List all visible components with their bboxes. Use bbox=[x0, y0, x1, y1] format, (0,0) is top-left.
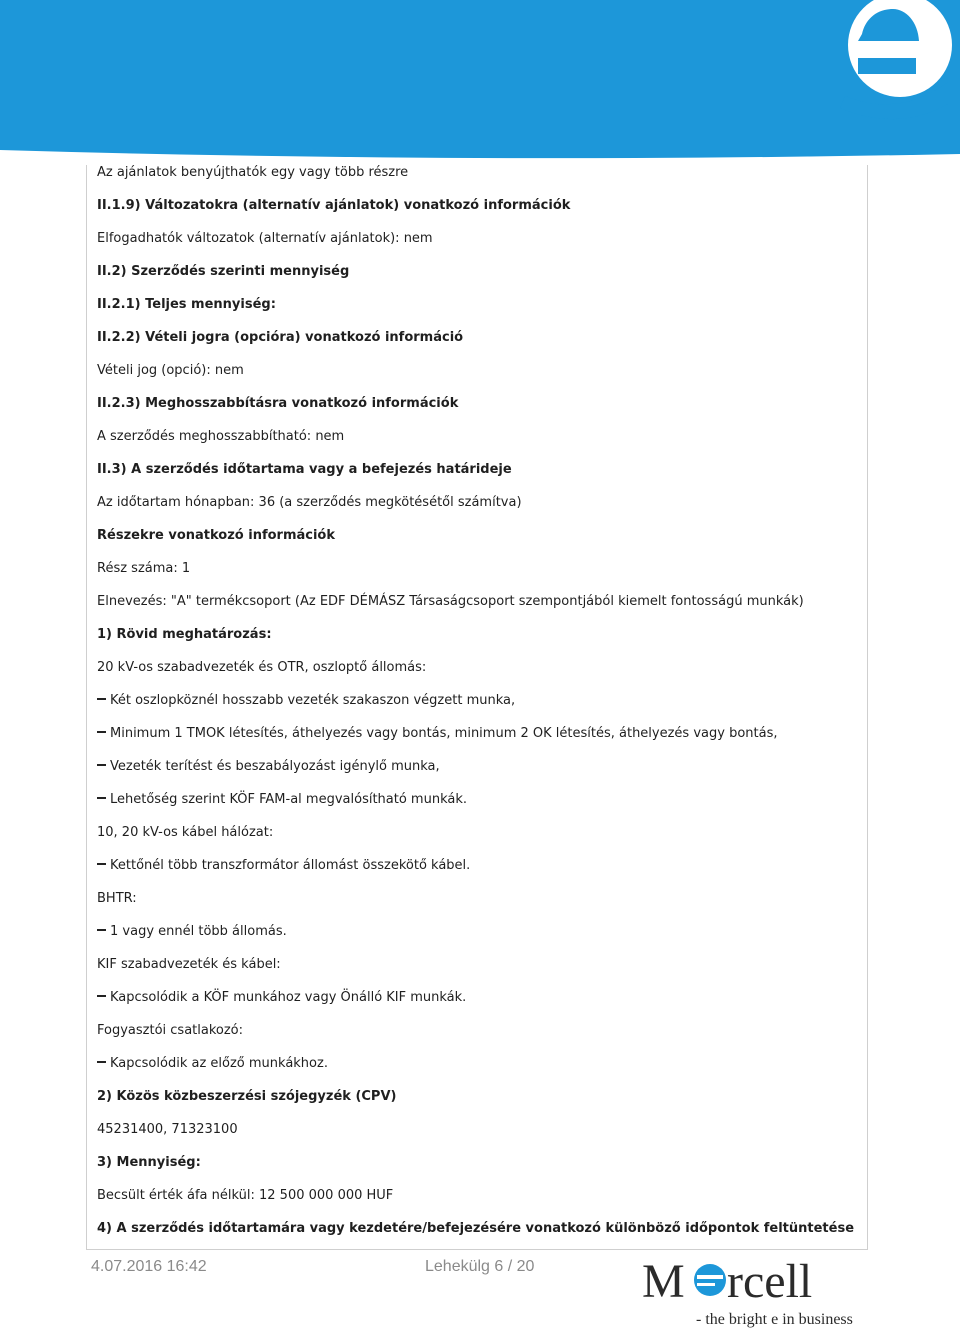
bullet-text: Vezeték terítést és beszabályozást igénylő munka, bbox=[110, 759, 440, 774]
section-heading: II.2.3) Meghosszabbításra vonatkozó információk bbox=[97, 396, 459, 411]
banner-background bbox=[0, 0, 960, 158]
dash-bullet-icon bbox=[97, 764, 106, 766]
text-line: Becsült érték áfa nélkül: 12 500 000 000 HUF bbox=[97, 1188, 394, 1203]
dash-bullet-icon bbox=[97, 863, 106, 865]
section-heading: 2) Közös közbeszerzési szójegyzék (CPV) bbox=[97, 1089, 397, 1104]
section-heading: II.2) Szerződés szerinti mennyiség bbox=[97, 264, 350, 279]
bullet-line bbox=[97, 924, 287, 940]
dash-bullet-icon bbox=[97, 1061, 106, 1063]
bullet-line bbox=[97, 792, 467, 808]
section-heading: II.2.1) Teljes mennyiség: bbox=[97, 297, 276, 312]
banner-graphic bbox=[0, 0, 960, 160]
text-line: Az ajánlatok benyújthatók egy vagy több részre bbox=[97, 165, 409, 180]
dash-bullet-icon bbox=[97, 929, 106, 931]
text-line: BHTR: bbox=[97, 891, 137, 906]
bullet-text: Kapcsolódik a KÖF munkához vagy Önálló KIF munkák. bbox=[110, 990, 467, 1005]
section-heading: 4) A szerződés időtartamára vagy kezdetére/befejezésére vonatkozó különböző időpontok feltüntetése bbox=[97, 1221, 855, 1236]
bullet-line bbox=[97, 1056, 328, 1072]
bullet-line bbox=[97, 726, 778, 742]
text-line: Elfogadhatók változatok (alternatív ajánlatok): nem bbox=[97, 231, 433, 246]
section-heading: II.2.2) Vételi jogra (opcióra) vonatkozó információ bbox=[97, 330, 464, 345]
bullet-line bbox=[97, 693, 515, 709]
bullet-line bbox=[97, 858, 470, 874]
footer-page-number: Lehekülg 6 / 20 bbox=[425, 1258, 535, 1275]
section-heading: II.3) A szerződés időtartama vagy a befejezés határideje bbox=[97, 462, 512, 477]
logo-tagline: - the bright e in business bbox=[696, 1311, 853, 1328]
logo-e-icon bbox=[694, 1264, 726, 1296]
text-line: Elnevezés: "A" termékcsoport (Az EDF DÉMÁSZ Társaságcsoport szempontjából kiemelt fontosságú munkák) bbox=[97, 594, 804, 609]
top-banner bbox=[0, 0, 960, 160]
bullet-text: Lehetőség szerint KÖF FAM-al megvalósítható munkák. bbox=[110, 792, 468, 807]
dash-bullet-icon bbox=[97, 995, 106, 997]
section-heading: 1) Rövid meghatározás: bbox=[97, 627, 272, 642]
bullet-text: Kettőnél több transzformátor állomást összekötő kábel. bbox=[110, 858, 471, 873]
logo-text-start: M bbox=[642, 1255, 685, 1308]
dash-bullet-icon bbox=[97, 797, 106, 799]
bullet-text: Két oszlopköznél hosszabb vezeték szakaszon végzett munka, bbox=[110, 693, 516, 708]
text-line: 20 kV-os szabadvezeték és OTR, oszloptő állomás: bbox=[97, 660, 427, 675]
bullet-text: 1 vagy ennél több állomás. bbox=[110, 924, 287, 939]
bullet-text: Kapcsolódik az előző munkákhoz. bbox=[110, 1056, 328, 1071]
text-line: Rész száma: 1 bbox=[97, 561, 191, 576]
text-line: Fogyasztói csatlakozó: bbox=[97, 1023, 244, 1038]
dash-bullet-icon bbox=[97, 731, 106, 733]
section-heading: 3) Mennyiség: bbox=[97, 1155, 201, 1170]
logo-text-end: rcell bbox=[727, 1255, 813, 1308]
bullet-line bbox=[97, 759, 440, 775]
dash-bullet-icon bbox=[97, 698, 106, 700]
text-line: KIF szabadvezeték és kábel: bbox=[97, 957, 281, 972]
section-heading: Részekre vonatkozó információk bbox=[97, 528, 336, 543]
text-line: A szerződés meghosszabbítható: nem bbox=[97, 429, 345, 444]
marcell-logo bbox=[640, 1252, 870, 1328]
logo-graphic bbox=[640, 1252, 870, 1328]
text-line: Az időtartam hónapban: 36 (a szerződés megkötésétől számítva) bbox=[97, 495, 522, 510]
text-line: Vételi jog (opció): nem bbox=[97, 363, 244, 378]
footer-divider bbox=[86, 1249, 868, 1250]
text-line: 10, 20 kV-os kábel hálózat: bbox=[97, 825, 274, 840]
section-heading: II.1.9) Változatokra (alternatív ajánlatok) vonatkozó információk bbox=[97, 198, 571, 213]
footer-date: 4.07.2016 16:42 bbox=[91, 1258, 207, 1275]
text-line: 45231400, 71323100 bbox=[97, 1122, 238, 1137]
bullet-text: Minimum 1 TMOK létesítés, áthelyezés vagy bontás, minimum 2 OK létesítés, áthelyezés vagy bontás, bbox=[110, 726, 778, 741]
bullet-line bbox=[97, 990, 466, 1006]
